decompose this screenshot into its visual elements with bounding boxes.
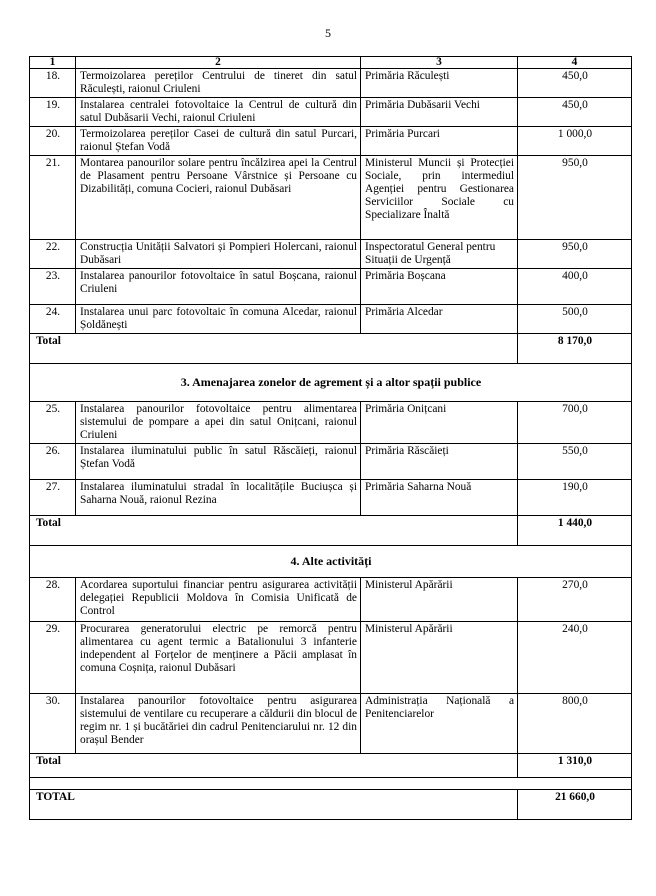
amount: 190,0 (518, 480, 632, 516)
subtotal-row (30, 334, 632, 364)
activity-description: Construcția Unității Salvatori și Pompieri Holercani, raionul Dubăsari (76, 240, 361, 269)
beneficiary: Administrația Națională a Penitenciarelor (361, 694, 518, 754)
table-row (30, 127, 632, 156)
table-row (30, 402, 632, 444)
budget-table (29, 56, 632, 820)
activity-description: Montarea panourilor solare pentru încălzirea apei la Centrul de Plasament pentru Persoane Vârstnice și Persoane cu Dizabilități, comuna Cocieri, raionul Dubăsari (76, 156, 361, 240)
row-number: 18. (30, 69, 76, 98)
activity-description: Instalarea panourilor fotovoltaice în satul Boșcana, raionul Criuleni (76, 269, 361, 305)
column-header: 3 (361, 57, 518, 69)
row-number: 28. (30, 578, 76, 622)
row-number: 29. (30, 622, 76, 694)
row-number: 19. (30, 98, 76, 127)
amount: 240,0 (518, 622, 632, 694)
table-header-row (30, 57, 632, 69)
row-number: 24. (30, 305, 76, 334)
section-heading-row (30, 546, 632, 578)
subtotal-value: 1 440,0 (518, 516, 632, 546)
amount: 270,0 (518, 578, 632, 622)
activity-description: Instalarea iluminatului public în satul Răscăieți, raionul Ștefan Vodă (76, 444, 361, 480)
table-row (30, 69, 632, 98)
beneficiary: Ministerul Apărării (361, 578, 518, 622)
table-row (30, 694, 632, 754)
row-number: 27. (30, 480, 76, 516)
beneficiary: Inspectoratul General pentru Situații de Urgență (361, 240, 518, 269)
amount: 800,0 (518, 694, 632, 754)
activity-description: Termoizolarea pereților Casei de cultură din satul Purcari, raionul Ștefan Vodă (76, 127, 361, 156)
column-header: 1 (30, 57, 76, 69)
beneficiary: Ministerul Apărării (361, 622, 518, 694)
column-header: 2 (76, 57, 361, 69)
subtotal-label: Total (30, 516, 518, 546)
table-row (30, 305, 632, 334)
beneficiary: Primăria Răculești (361, 69, 518, 98)
table-row (30, 578, 632, 622)
beneficiary: Primăria Purcari (361, 127, 518, 156)
table-row (30, 622, 632, 694)
spacer-cell (30, 778, 632, 790)
amount: 550,0 (518, 444, 632, 480)
beneficiary: Primăria Răscăieți (361, 444, 518, 480)
section-heading: 4. Alte activități (30, 546, 632, 578)
row-number: 20. (30, 127, 76, 156)
column-header: 4 (518, 57, 632, 69)
beneficiary: Primăria Dubăsarii Vechi (361, 98, 518, 127)
amount: 400,0 (518, 269, 632, 305)
amount: 450,0 (518, 98, 632, 127)
grand-total-value: 21 660,0 (518, 790, 632, 820)
subtotal-label: Total (30, 334, 518, 364)
spacer-row (30, 778, 632, 790)
table-row (30, 269, 632, 305)
activity-description: Instalarea unui parc fotovoltaic în comuna Alcedar, raionul Șoldănești (76, 305, 361, 334)
activity-description: Termoizolarea pereților Centrului de tineret din satul Răculești, raionul Criuleni (76, 69, 361, 98)
activity-description: Procurarea generatorului electric pe remorcă pentru alimentarea cu agent termic a Batalionului 3 infanterie independent al Forțelor de menținere a Păcii amplasat în comuna Coșnița, raionul Dubăsari (76, 622, 361, 694)
row-number: 22. (30, 240, 76, 269)
row-number: 30. (30, 694, 76, 754)
subtotal-row (30, 754, 632, 778)
section-heading-row (30, 364, 632, 402)
grand-total-row (30, 790, 632, 820)
page-number: 5 (325, 26, 331, 40)
amount: 950,0 (518, 156, 632, 240)
beneficiary: Primăria Alcedar (361, 305, 518, 334)
subtotal-row (30, 516, 632, 546)
activity-description: Instalarea iluminatului stradal în localitățile Buciușca și Saharna Nouă, raionul Rezina (76, 480, 361, 516)
subtotal-value: 8 170,0 (518, 334, 632, 364)
beneficiary: Primăria Onițcani (361, 402, 518, 444)
table-row (30, 98, 632, 127)
table-row (30, 156, 632, 240)
row-number: 21. (30, 156, 76, 240)
row-number: 23. (30, 269, 76, 305)
amount: 1 000,0 (518, 127, 632, 156)
amount: 950,0 (518, 240, 632, 269)
subtotal-label: Total (30, 754, 518, 778)
amount: 450,0 (518, 69, 632, 98)
beneficiary: Primăria Boșcana (361, 269, 518, 305)
section-heading: 3. Amenajarea zonelor de agrement și a altor spații publice (30, 364, 632, 402)
activity-description: Acordarea suportului financiar pentru asigurarea activității delegației Republicii Moldova în Comisia Unificată de Control (76, 578, 361, 622)
row-number: 25. (30, 402, 76, 444)
subtotal-value: 1 310,0 (518, 754, 632, 778)
amount: 700,0 (518, 402, 632, 444)
table-row (30, 480, 632, 516)
activity-description: Instalarea panourilor fotovoltaice pentru alimentarea sistemului de pompare a apei din satul Onițcani, raionul Criuleni (76, 402, 361, 444)
activity-description: Instalarea panourilor fotovoltaice pentru asigurarea sistemului de ventilare cu recuperare a căldurii din blocul de regim nr. 1 și bucătăriei din cadrul Penitenciarului nr. 12 din orașul Bender (76, 694, 361, 754)
row-number: 26. (30, 444, 76, 480)
activity-description: Instalarea centralei fotovoltaice la Centrul de cultură din satul Dubăsarii Vechi, raionul Criuleni (76, 98, 361, 127)
beneficiary: Ministerul Muncii și Protecției Sociale, prin intermediul Agenției pentru Gestionarea Serviciilor Sociale cu Specializare Înaltă (361, 156, 518, 240)
table-row (30, 444, 632, 480)
amount: 500,0 (518, 305, 632, 334)
table-row (30, 240, 632, 269)
grand-total-label: TOTAL (30, 790, 518, 820)
beneficiary: Primăria Saharna Nouă (361, 480, 518, 516)
